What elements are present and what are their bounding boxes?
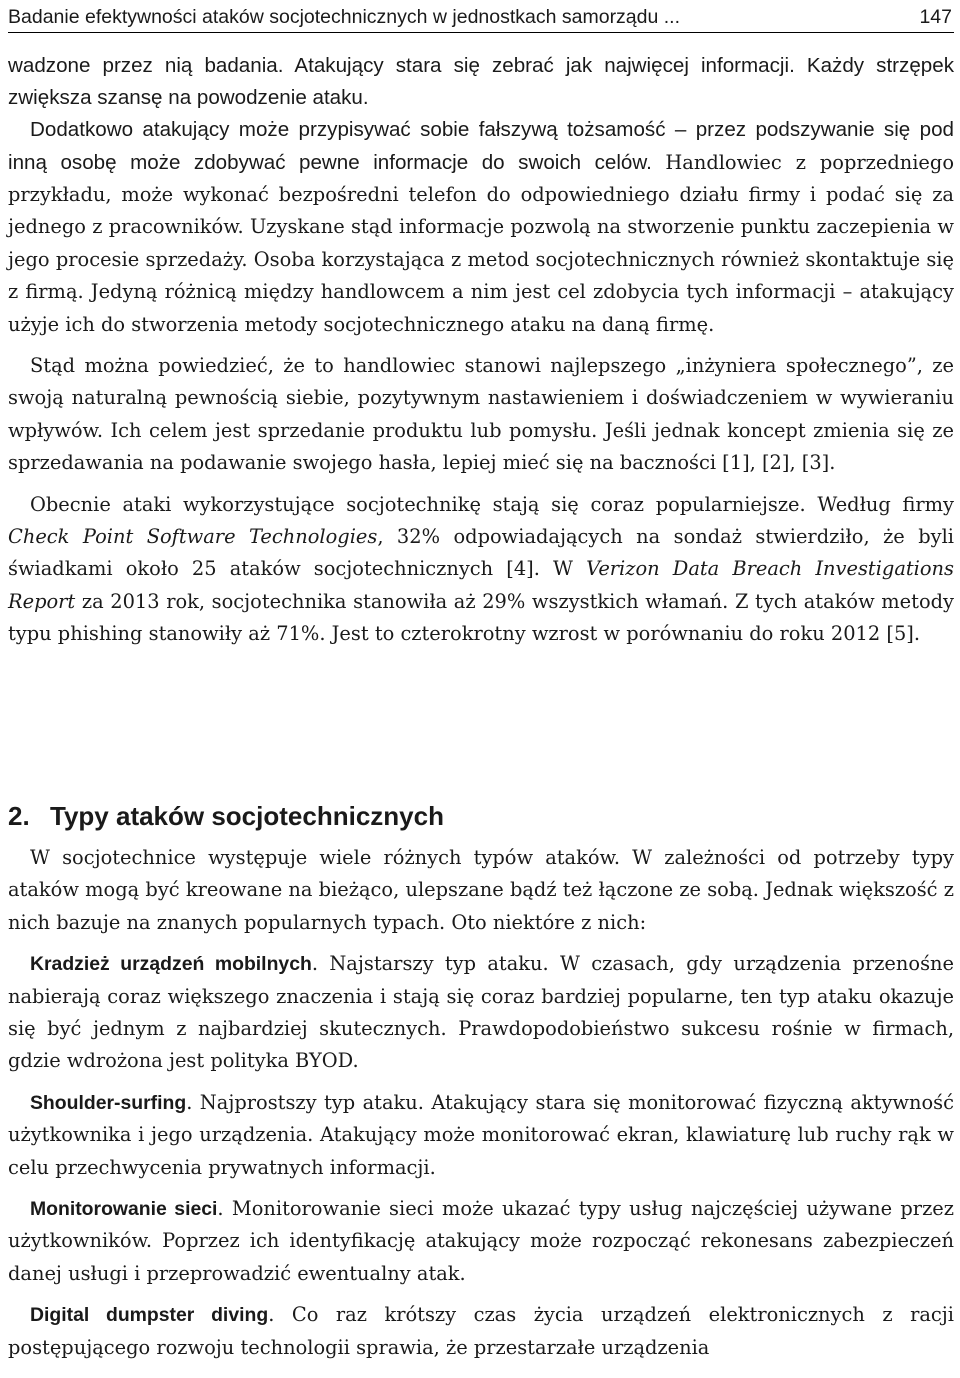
paragraph	[8, 489, 954, 651]
section-title: Typy ataków socjotechnicznych	[50, 801, 444, 831]
attack-type-text: . Co raz krótszy czas życia urządzeń elektronicznych z racji postępującego rozwoju technologii sprawia, że przestarzałe urządzenia	[8, 1303, 955, 1359]
paragraph-part: Obecnie ataki wykorzystujące socjotechnikę stają się coraz popularniejsze. Według firmy	[30, 492, 954, 516]
section-heading	[8, 796, 444, 836]
attack-type-text: . Monitorowanie sieci może ukazać typy usług najczęściej używane przez użytkowników. Poprzez ich identyfikację atakujący może rozpocząć rekonesans zabezpieczeń danej usługi i przeprowadzić ewentualny atak.	[8, 1197, 954, 1285]
paragraph: Stąd można powiedzieć, że to handlowiec stanowi najlepszego „inżyniera społecznego”, ze swoją naturalną pewnością siebie, pozytywnym nastawieniem i doświadczeniem w wywieraniu wpływów. Ich celem jest sprzedanie produktu lub pomysłu. Jeśli jednak koncept zmienia się ze sprzedawania na podawanie swojego hasła, lepiej mieć się na baczności [1], [2], [3].	[8, 354, 954, 475]
paragraph-part: za 2013 rok, socjotechnika stanowiła aż 29% wszystkich włamań. Z tych ataków metody typu phishing stanowiły aż 71%. Jest to czterokrotny wzrost w porównaniu do roku 2012 [5].	[8, 589, 954, 646]
attack-type-term: Digital dumpster diving	[30, 1304, 269, 1327]
attack-type-item	[8, 948, 954, 1078]
attack-type-item	[8, 1087, 954, 1184]
attack-type-term: Kradzież urządzeń mobilnych	[30, 953, 312, 976]
attack-type-item	[8, 1299, 954, 1364]
attack-type-item	[8, 1193, 954, 1290]
attack-type-term: Shoulder-surfing	[30, 1091, 187, 1114]
running-header	[8, 4, 954, 33]
body-text	[8, 50, 954, 651]
attack-type-text: . Najstarszy typ ataku. W czasach, gdy urządzenia przenośne nabierają coraz większego znaczenia i stają się coraz bardziej popularne, ten typ ataku okazuje się być jednym z najbardziej skutecznych. Prawdopodobieństwo sukcesu rośnie w firmach, gdzie wdrożona jest polityka BYOD.	[8, 952, 954, 1073]
paragraph: wadzone przez nią badania. Atakujący stara się zebrać jak najwięcej informacji. Każdy strzępek zwiększa szansę na powodzenie ataku.	[8, 54, 954, 110]
attack-type-term: Monitorowanie sieci	[30, 1198, 218, 1221]
attack-type-text: . Najprostszy typ ataku. Atakujący stara się monitorować fizyczną aktywność użytkownika i jego urządzenia. Atakujący może monitorować ekran, klawiaturę lub ruchy rąk w celu przechwycenia prywatnych informacji.	[8, 1090, 954, 1179]
section-number: 2.	[8, 801, 30, 831]
paragraph-part: , 32% odpowiadających na sondaż stwierdziło, że byli świadkami około 25 ataków socjotechnicznych [4]. W	[8, 525, 954, 581]
section-intro: W socjotechnice występuje wiele różnych typów ataków. W zależności od potrzeby typy ataków mogą być kreowane na bieżąco, ulepszane bądź też łączone ze sobą. Jednak większość z nich bazuje na znanych popularnych typach. Oto niektóre z nich:	[8, 846, 954, 934]
paragraph	[8, 114, 954, 341]
company-name: Check Point Software Technologies	[8, 525, 378, 549]
paragraph-part: Dodatkowo atakujący może przypisywać sobie fałszywą tożsamość – przez podszywanie się pod inną osobę może zdobywać pewne informacje do swoich celów.	[8, 118, 954, 174]
header-title: Badanie efektywności ataków socjotechnicznych w jednostkach samorządu ...	[8, 6, 681, 28]
section-body	[8, 842, 954, 1364]
report-title: Verizon Data Breach Investigations Report	[8, 557, 954, 613]
paragraph-part: Handlowiec z poprzedniego przykładu, może wykonać bezpośredni telefon do odpowiedniego działu firmy i podać się za jednego z pracowników. Uzyskane stąd informacje pozwolą na stworzenie punktu zaczepienia w jego procesie sprzedaży. Osoba korzystająca z metod socjotechnicznych również skontaktuje się z firmą. Jedyną różnicą między handlowcem a nim jest cel zdobycia tych informacji – atakujący użyje ich do stworzenia metody socjotechnicznego ataku na daną firmę.	[8, 150, 954, 336]
page-number: 147	[919, 6, 952, 28]
